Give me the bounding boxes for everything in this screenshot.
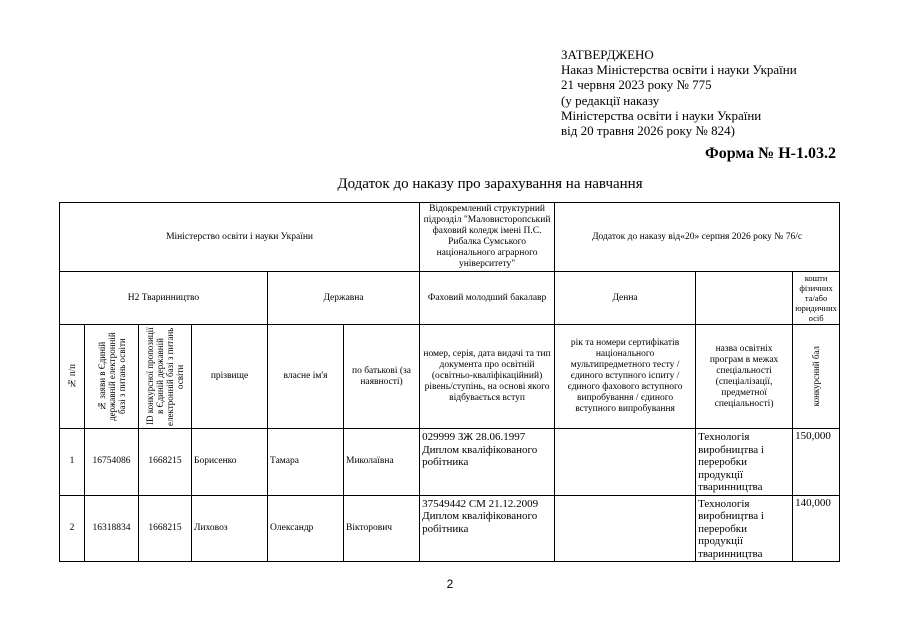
document-type: Диплом кваліфікованого робітника (422, 443, 538, 468)
form-number: Форма № Н-1.03.2 (704, 145, 836, 162)
approval-line: Міністерства освіти і науки України (561, 107, 762, 123)
competitive-score: 140,000 (793, 495, 840, 562)
row-number: 2 (60, 495, 85, 562)
education-document (420, 495, 555, 562)
offer-id: 1668215 (139, 495, 192, 562)
column-header (85, 325, 139, 429)
column-header (139, 325, 192, 429)
specialty-cell: Н2 Тваринництво (60, 272, 268, 325)
educational-program: Технологія виробництва і переробки продукції тваринництва (696, 495, 793, 562)
column-header-label: № заяви в Єдиній державній електронній базі з питань освіти (96, 332, 127, 421)
column-header-label: ID конкурсної пропозиції в Єдиній державній електронній базі з питань освіти (145, 327, 185, 426)
approval-stamp (561, 47, 797, 138)
document-number: 029999 ЗЖ 28.06.1997 (422, 431, 526, 443)
certificates (555, 429, 696, 496)
approval-line: Наказ Міністерства освіти і науки України (561, 62, 797, 78)
column-header (793, 325, 840, 429)
table-row (60, 429, 840, 496)
document-title: Додаток до наказу про зарахування на навчання (337, 176, 643, 192)
approval-line: 21 червня 2023 року № 775 (561, 77, 712, 93)
surname: Лиховоз (192, 495, 268, 562)
surname: Борисенко (192, 429, 268, 496)
approval-line: від 20 травня 2026 року № 824) (561, 123, 735, 139)
column-header-label: конкурсний бал (811, 346, 822, 407)
table-row (60, 495, 840, 562)
approval-line: (у редакції наказу (561, 92, 660, 108)
study-form-cell: Денна (555, 272, 696, 325)
column-header: по батькові (за наявності) (344, 325, 420, 429)
approval-line: ЗАТВЕРДЖЕНО (561, 47, 654, 62)
application-number: 16754086 (85, 429, 139, 496)
competitive-score: 150,000 (793, 429, 840, 496)
column-header-row (60, 325, 840, 429)
header-row-2 (60, 272, 840, 325)
column-header: назва освітніх програм в межах спеціальності (спеціалізації, предметної спеціальності) (696, 325, 793, 429)
column-header: власне ім'я (268, 325, 344, 429)
funding-note-cell: кошти фізичних та/або юридичних осіб (793, 272, 840, 325)
document-number: 37549442 СМ 21.12.2009 (422, 497, 539, 510)
blank-cell (696, 272, 793, 325)
column-header: номер, серія, дата видачі та тип документа про освітній (освітньо-кваліфікаційний) рівень/ступінь, на основі якого відбувається вступ (420, 325, 555, 429)
patronymic: Вікторович (344, 495, 420, 562)
given-name: Олександр (268, 495, 344, 562)
column-header-label: № п/п (67, 364, 77, 389)
header-row-1 (60, 203, 840, 272)
institution-cell: Відокремлений структурний підрозділ "Маловисторопський фаховий коледж імені П.С. Рибалка Сумського національного аграрного університету" (420, 203, 555, 272)
enrollment-table (59, 202, 840, 562)
application-number: 16318834 (85, 495, 139, 562)
funding-source-cell: Державна (268, 272, 420, 325)
ministry-cell: Міністерство освіти і науки України (60, 203, 420, 272)
given-name: Тамара (268, 429, 344, 496)
degree-cell: Фаховий молодший бакалавр (420, 272, 555, 325)
document-type: Диплом кваліфікованого робітника (422, 510, 538, 535)
column-header (60, 325, 85, 429)
column-header: рік та номери сертифікатів національного мультипредметного тесту / єдиного вступного іспиту / єдиного фахового вступного випробування / єдиного вступного випробування (555, 325, 696, 429)
column-header: прізвище (192, 325, 268, 429)
page-number: 2 (446, 577, 454, 591)
certificates (555, 495, 696, 562)
education-document (420, 429, 555, 496)
order-reference-cell: Додаток до наказу від«20» серпня 2026 року № 76/с (555, 203, 840, 272)
offer-id: 1668215 (139, 429, 192, 496)
row-number: 1 (60, 429, 85, 496)
educational-program: Технологія виробництва і переробки продукції тваринництва (696, 429, 793, 496)
patronymic: Миколаївна (344, 429, 420, 496)
